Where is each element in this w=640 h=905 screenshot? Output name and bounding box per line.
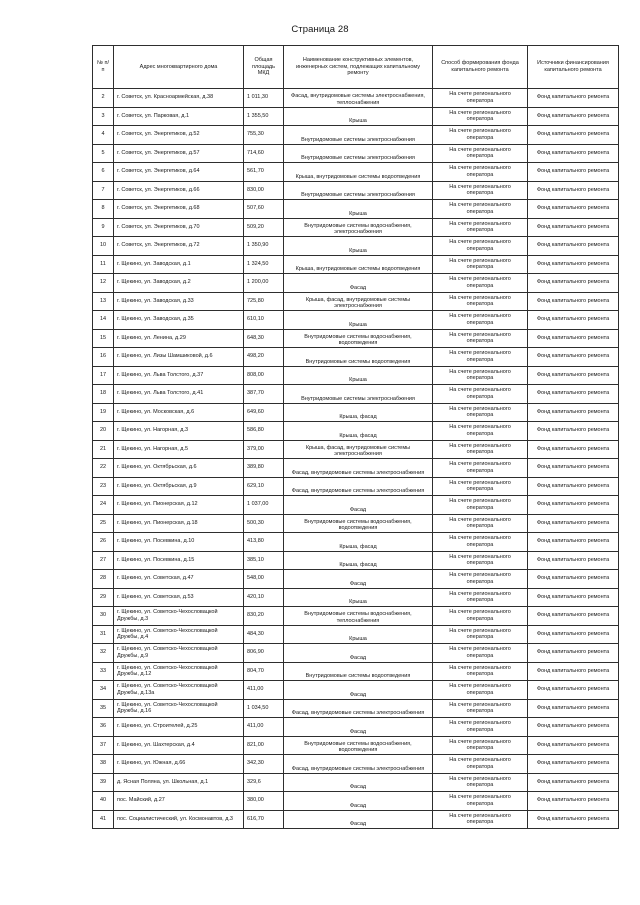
funding-source-cell: Фонд капитального ремонта <box>528 385 619 404</box>
table-row <box>93 681 619 700</box>
funding-source-cell: Фонд капитального ремонта <box>528 755 619 774</box>
table-row <box>93 329 619 348</box>
address-cell: г. Советск, ул. Энергетиков, д.68 <box>114 200 244 219</box>
table-row <box>93 440 619 459</box>
elements-cell: Внутридомовые системы электроснабжения <box>284 385 433 404</box>
row-number-cell: 10 <box>93 237 114 256</box>
area-cell: 649,60 <box>244 403 284 422</box>
elements-cell: Крыша <box>284 625 433 644</box>
address-cell: г. Щекино, ул. Строителей, д.25 <box>114 718 244 737</box>
funding-source-cell: Фонд капитального ремонта <box>528 514 619 533</box>
funding-method-cell: На счете регионального оператора <box>433 718 528 737</box>
funding-source-cell: Фонд капитального ремонта <box>528 699 619 718</box>
address-cell: г. Щекино, ул. Советско-Чехословацкой Дружбы, д.13а <box>114 681 244 700</box>
table-row <box>93 459 619 478</box>
elements-cell: Крыша <box>284 107 433 126</box>
funding-method-cell: На счете регионального оператора <box>433 514 528 533</box>
row-number-cell: 39 <box>93 773 114 792</box>
funding-method-cell: На счете регионального оператора <box>433 89 528 108</box>
funding-source-cell: Фонд капитального ремонта <box>528 200 619 219</box>
address-cell: г. Щекино, ул. Посевкина, д.15 <box>114 551 244 570</box>
row-number-cell: 23 <box>93 477 114 496</box>
row-number-cell: 17 <box>93 366 114 385</box>
funding-source-cell: Фонд капитального ремонта <box>528 311 619 330</box>
row-number-cell: 31 <box>93 625 114 644</box>
row-number-cell: 8 <box>93 200 114 219</box>
address-cell: г. Щекино, ул. Октябрьская, д.6 <box>114 459 244 478</box>
table-row <box>93 348 619 367</box>
address-cell: пос. Майский, д.27 <box>114 792 244 811</box>
row-number-cell: 18 <box>93 385 114 404</box>
elements-cell: Фасад, внутридомовые системы электроснабжения, теплоснабжения <box>284 89 433 108</box>
row-number-cell: 26 <box>93 533 114 552</box>
area-cell: 830,00 <box>244 181 284 200</box>
address-cell: г. Щекино, ул. Советско-Чехословацкой Дружбы, д.16 <box>114 699 244 718</box>
funding-source-cell: Фонд капитального ремонта <box>528 607 619 626</box>
address-cell: г. Щекино, ул. Льва Толстого, д.37 <box>114 366 244 385</box>
address-cell: г. Советск, ул. Энергетиков, д.64 <box>114 163 244 182</box>
elements-cell: Крыша <box>284 366 433 385</box>
funding-source-cell: Фонд капитального ремонта <box>528 588 619 607</box>
row-number-cell: 4 <box>93 126 114 145</box>
funding-method-cell: На счете регионального оператора <box>433 311 528 330</box>
area-cell: 586,80 <box>244 422 284 441</box>
row-number-cell: 36 <box>93 718 114 737</box>
address-cell: г. Щекино, ул. Советско-Чехословацкой Дружбы, д.12 <box>114 662 244 681</box>
funding-source-cell: Фонд капитального ремонта <box>528 570 619 589</box>
funding-source-cell: Фонд капитального ремонта <box>528 792 619 811</box>
funding-source-cell: Фонд капитального ремонта <box>528 422 619 441</box>
funding-source-cell: Фонд капитального ремонта <box>528 181 619 200</box>
table-row <box>93 496 619 515</box>
elements-cell: Внутридомовые системы водоснабжения, теплоснабжения <box>284 607 433 626</box>
area-cell: 806,90 <box>244 644 284 663</box>
address-cell: г. Щекино, ул. Лизы Шамшиковой, д.6 <box>114 348 244 367</box>
area-cell: 1 355,50 <box>244 107 284 126</box>
elements-cell: Внутридомовые системы водоотведения <box>284 348 433 367</box>
funding-source-cell: Фонд капитального ремонта <box>528 255 619 274</box>
funding-source-cell: Фонд капитального ремонта <box>528 274 619 293</box>
header-number: № п/п <box>93 46 114 89</box>
funding-source-cell: Фонд капитального ремонта <box>528 810 619 829</box>
address-cell: г. Щекино, ул. Шахтерская, д.4 <box>114 736 244 755</box>
area-cell: 725,80 <box>244 292 284 311</box>
elements-cell: Крыша <box>284 311 433 330</box>
area-cell: 821,00 <box>244 736 284 755</box>
elements-cell: Крыша, фасад <box>284 533 433 552</box>
row-number-cell: 16 <box>93 348 114 367</box>
elements-cell: Фасад <box>284 644 433 663</box>
funding-method-cell: На счете регионального оператора <box>433 662 528 681</box>
funding-source-cell: Фонд капитального ремонта <box>528 107 619 126</box>
row-number-cell: 7 <box>93 181 114 200</box>
funding-source-cell: Фонд капитального ремонта <box>528 163 619 182</box>
elements-cell: Крыша <box>284 200 433 219</box>
funding-source-cell: Фонд капитального ремонта <box>528 533 619 552</box>
table-row <box>93 644 619 663</box>
area-cell: 548,00 <box>244 570 284 589</box>
table-row <box>93 385 619 404</box>
table-row <box>93 292 619 311</box>
funding-source-cell: Фонд капитального ремонта <box>528 644 619 663</box>
address-cell: г. Советск, ул. Парковая, д.1 <box>114 107 244 126</box>
address-cell: г. Щекино, ул. Советско-Чехословацкой Дружбы, д.3 <box>114 607 244 626</box>
elements-cell: Фасад <box>284 496 433 515</box>
elements-cell: Крыша, фасад <box>284 403 433 422</box>
address-cell: г. Щекино, ул. Заводская, д.2 <box>114 274 244 293</box>
table-row <box>93 607 619 626</box>
area-cell: 1 034,50 <box>244 699 284 718</box>
area-cell: 629,10 <box>244 477 284 496</box>
header-funding-method: Способ формирования фонда капитального ремонта <box>433 46 528 89</box>
table-row <box>93 163 619 182</box>
elements-cell: Крыша <box>284 588 433 607</box>
area-cell: 342,30 <box>244 755 284 774</box>
area-cell: 509,20 <box>244 218 284 237</box>
address-cell: г. Щекино, ул. Посевкина, д.10 <box>114 533 244 552</box>
area-cell: 379,00 <box>244 440 284 459</box>
address-cell: г. Советск, ул. Энергетиков, д.72 <box>114 237 244 256</box>
funding-source-cell: Фонд капитального ремонта <box>528 126 619 145</box>
funding-method-cell: На счете регионального оператора <box>433 126 528 145</box>
row-number-cell: 14 <box>93 311 114 330</box>
area-cell: 484,30 <box>244 625 284 644</box>
funding-source-cell: Фонд капитального ремонта <box>528 551 619 570</box>
row-number-cell: 9 <box>93 218 114 237</box>
row-number-cell: 15 <box>93 329 114 348</box>
funding-method-cell: На счете регионального оператора <box>433 736 528 755</box>
repair-register-table <box>92 45 619 829</box>
elements-cell: Внутридомовые системы электроснабжения <box>284 126 433 145</box>
row-number-cell: 33 <box>93 662 114 681</box>
funding-method-cell: На счете регионального оператора <box>433 292 528 311</box>
elements-cell: Внутридомовые системы водоснабжения, водоотведения <box>284 329 433 348</box>
funding-method-cell: На счете регионального оператора <box>433 792 528 811</box>
area-cell: 500,30 <box>244 514 284 533</box>
row-number-cell: 40 <box>93 792 114 811</box>
elements-cell: Крыша <box>284 237 433 256</box>
address-cell: г. Советск, ул. Энергетиков, д.66 <box>114 181 244 200</box>
table-row <box>93 810 619 829</box>
funding-method-cell: На счете регионального оператора <box>433 274 528 293</box>
elements-cell: Фасад <box>284 718 433 737</box>
area-cell: 804,70 <box>244 662 284 681</box>
funding-method-cell: На счете регионального оператора <box>433 200 528 219</box>
address-cell: г. Щекино, ул. Заводская, д.35 <box>114 311 244 330</box>
table-row <box>93 311 619 330</box>
funding-method-cell: На счете регионального оператора <box>433 533 528 552</box>
area-cell: 389,80 <box>244 459 284 478</box>
row-number-cell: 5 <box>93 144 114 163</box>
funding-source-cell: Фонд капитального ремонта <box>528 329 619 348</box>
funding-method-cell: На счете регионального оператора <box>433 255 528 274</box>
address-cell: г. Щекино, ул. Нагорная, д.5 <box>114 440 244 459</box>
funding-source-cell: Фонд капитального ремонта <box>528 366 619 385</box>
address-cell: г. Щекино, ул. Нагорная, д.3 <box>114 422 244 441</box>
elements-cell: Крыша, фасад <box>284 551 433 570</box>
funding-method-cell: На счете регионального оператора <box>433 681 528 700</box>
address-cell: г. Советск, ул. Энергетиков, д.70 <box>114 218 244 237</box>
funding-source-cell: Фонд капитального ремонта <box>528 477 619 496</box>
area-cell: 329,6 <box>244 773 284 792</box>
area-cell: 616,70 <box>244 810 284 829</box>
area-cell: 1 324,50 <box>244 255 284 274</box>
row-number-cell: 19 <box>93 403 114 422</box>
header-row <box>93 46 619 89</box>
row-number-cell: 12 <box>93 274 114 293</box>
funding-method-cell: На счете регионального оператора <box>433 163 528 182</box>
funding-method-cell: На счете регионального оператора <box>433 570 528 589</box>
row-number-cell: 27 <box>93 551 114 570</box>
area-cell: 413,80 <box>244 533 284 552</box>
row-number-cell: 32 <box>93 644 114 663</box>
funding-source-cell: Фонд капитального ремонта <box>528 736 619 755</box>
address-cell: г. Советск, ул. Красноармейская, д.38 <box>114 89 244 108</box>
table-row <box>93 144 619 163</box>
table-row <box>93 625 619 644</box>
elements-cell: Фасад, внутридомовые системы электроснабжения <box>284 459 433 478</box>
elements-cell: Крыша, внутридомовые системы водоотведения <box>284 163 433 182</box>
table-row <box>93 588 619 607</box>
funding-method-cell: На счете регионального оператора <box>433 477 528 496</box>
table-row <box>93 274 619 293</box>
table-row <box>93 107 619 126</box>
address-cell: г. Щекино, ул. Советская, д.53 <box>114 588 244 607</box>
table-row <box>93 477 619 496</box>
elements-cell: Фасад <box>284 570 433 589</box>
table-row <box>93 736 619 755</box>
row-number-cell: 38 <box>93 755 114 774</box>
row-number-cell: 35 <box>93 699 114 718</box>
row-number-cell: 41 <box>93 810 114 829</box>
area-cell: 610,10 <box>244 311 284 330</box>
address-cell: г. Щекино, ул. Советско-Чехословацкой Дружбы, д.9 <box>114 644 244 663</box>
row-number-cell: 22 <box>93 459 114 478</box>
funding-source-cell: Фонд капитального ремонта <box>528 403 619 422</box>
table-row <box>93 237 619 256</box>
row-number-cell: 28 <box>93 570 114 589</box>
funding-method-cell: На счете регионального оператора <box>433 107 528 126</box>
elements-cell: Внутридомовые системы водоснабжения, водоотведения <box>284 736 433 755</box>
area-cell: 385,10 <box>244 551 284 570</box>
area-cell: 1 037,00 <box>244 496 284 515</box>
table-row <box>93 570 619 589</box>
address-cell: г. Щекино, ул. Советско-Чехословацкой Дружбы, д.4 <box>114 625 244 644</box>
row-number-cell: 34 <box>93 681 114 700</box>
area-cell: 498,20 <box>244 348 284 367</box>
funding-source-cell: Фонд капитального ремонта <box>528 218 619 237</box>
elements-cell: Фасад <box>284 681 433 700</box>
address-cell: г. Советск, ул. Энергетиков, д.52 <box>114 126 244 145</box>
elements-cell: Фасад, внутридомовые системы электроснабжения <box>284 755 433 774</box>
table-row <box>93 403 619 422</box>
address-cell: г. Щекино, ул. Пионерская, д.12 <box>114 496 244 515</box>
elements-cell: Внутридомовые системы водоотведения <box>284 662 433 681</box>
table-body <box>93 89 619 829</box>
funding-source-cell: Фонд капитального ремонта <box>528 89 619 108</box>
address-cell: г. Щекино, ул. Южная, д.66 <box>114 755 244 774</box>
elements-cell: Фасад <box>284 773 433 792</box>
funding-source-cell: Фонд капитального ремонта <box>528 718 619 737</box>
address-cell: г. Щекино, ул. Пионерская, д.18 <box>114 514 244 533</box>
address-cell: пос. Социалистический, ул. Космонавтов, д.3 <box>114 810 244 829</box>
funding-source-cell: Фонд капитального ремонта <box>528 348 619 367</box>
table-row <box>93 366 619 385</box>
funding-source-cell: Фонд капитального ремонта <box>528 292 619 311</box>
table-row <box>93 218 619 237</box>
funding-method-cell: На счете регионального оператора <box>433 237 528 256</box>
area-cell: 1 011,30 <box>244 89 284 108</box>
table-row <box>93 533 619 552</box>
funding-source-cell: Фонд капитального ремонта <box>528 625 619 644</box>
area-cell: 1 200,00 <box>244 274 284 293</box>
funding-method-cell: На счете регионального оператора <box>433 329 528 348</box>
funding-source-cell: Фонд капитального ремонта <box>528 662 619 681</box>
row-number-cell: 25 <box>93 514 114 533</box>
funding-method-cell: На счете регионального оператора <box>433 366 528 385</box>
area-cell: 380,00 <box>244 792 284 811</box>
elements-cell: Внутридомовые системы водоснабжения, электроснабжения <box>284 218 433 237</box>
row-number-cell: 21 <box>93 440 114 459</box>
elements-cell: Крыша, фасад, внутридомовые системы электроснабжения <box>284 440 433 459</box>
table-row <box>93 718 619 737</box>
area-cell: 714,60 <box>244 144 284 163</box>
elements-cell: Фасад <box>284 792 433 811</box>
row-number-cell: 11 <box>93 255 114 274</box>
table-row <box>93 662 619 681</box>
address-cell: г. Щекино, ул. Заводская, д.1 <box>114 255 244 274</box>
table-row <box>93 699 619 718</box>
funding-method-cell: На счете регионального оператора <box>433 607 528 626</box>
funding-method-cell: На счете регионального оператора <box>433 551 528 570</box>
elements-cell: Крыша, фасад, внутридомовые системы электроснабжения <box>284 292 433 311</box>
funding-method-cell: На счете регионального оператора <box>433 144 528 163</box>
area-cell: 648,30 <box>244 329 284 348</box>
table-row <box>93 755 619 774</box>
funding-source-cell: Фонд капитального ремонта <box>528 237 619 256</box>
funding-source-cell: Фонд капитального ремонта <box>528 459 619 478</box>
area-cell: 411,00 <box>244 681 284 700</box>
row-number-cell: 30 <box>93 607 114 626</box>
address-cell: д. Ясная Поляна, ул. Школьная, д.1 <box>114 773 244 792</box>
funding-method-cell: На счете регионального оператора <box>433 348 528 367</box>
funding-method-cell: На счете регионального оператора <box>433 644 528 663</box>
table-row <box>93 792 619 811</box>
funding-method-cell: На счете регионального оператора <box>433 385 528 404</box>
area-cell: 387,70 <box>244 385 284 404</box>
elements-cell: Внутридомовые системы электроснабжения <box>284 181 433 200</box>
funding-method-cell: На счете регионального оператора <box>433 459 528 478</box>
table-row <box>93 181 619 200</box>
row-number-cell: 24 <box>93 496 114 515</box>
area-cell: 830,20 <box>244 607 284 626</box>
area-cell: 808,00 <box>244 366 284 385</box>
funding-method-cell: На счете регионального оператора <box>433 422 528 441</box>
elements-cell: Крыша, внутридомовые системы водоотведения <box>284 255 433 274</box>
header-address: Адрес многоквартирного дома <box>114 46 244 89</box>
address-cell: г. Щекино, ул. Льва Толстого, д.41 <box>114 385 244 404</box>
table-row <box>93 422 619 441</box>
row-number-cell: 13 <box>93 292 114 311</box>
area-cell: 755,30 <box>244 126 284 145</box>
funding-method-cell: На счете регионального оператора <box>433 218 528 237</box>
row-number-cell: 2 <box>93 89 114 108</box>
funding-method-cell: На счете регионального оператора <box>433 625 528 644</box>
elements-cell: Внутридомовые системы водоснабжения, водоотведения <box>284 514 433 533</box>
row-number-cell: 29 <box>93 588 114 607</box>
funding-method-cell: На счете регионального оператора <box>433 181 528 200</box>
row-number-cell: 20 <box>93 422 114 441</box>
area-cell: 1 350,90 <box>244 237 284 256</box>
table-row <box>93 514 619 533</box>
funding-source-cell: Фонд капитального ремонта <box>528 440 619 459</box>
area-cell: 507,60 <box>244 200 284 219</box>
elements-cell: Фасад, внутридомовые системы электроснабжения <box>284 477 433 496</box>
address-cell: г. Щекино, ул. Октябрьская, д.9 <box>114 477 244 496</box>
area-cell: 420,10 <box>244 588 284 607</box>
funding-method-cell: На счете регионального оператора <box>433 810 528 829</box>
funding-method-cell: На счете регионального оператора <box>433 755 528 774</box>
header-area: Общая площадь МКД <box>244 46 284 89</box>
table-row <box>93 551 619 570</box>
elements-cell: Фасад, внутридомовые системы электроснабжения <box>284 699 433 718</box>
address-cell: г. Щекино, ул. Ленина, д.29 <box>114 329 244 348</box>
area-cell: 561,70 <box>244 163 284 182</box>
address-cell: г. Щекино, ул. Московская, д.6 <box>114 403 244 422</box>
funding-method-cell: На счете регионального оператора <box>433 496 528 515</box>
table-row <box>93 126 619 145</box>
funding-method-cell: На счете регионального оператора <box>433 588 528 607</box>
funding-method-cell: На счете регионального оператора <box>433 403 528 422</box>
funding-source-cell: Фонд капитального ремонта <box>528 144 619 163</box>
table-row <box>93 200 619 219</box>
header-funding-source: Источники финансирования капитального ремонта <box>528 46 619 89</box>
funding-method-cell: На счете регионального оператора <box>433 773 528 792</box>
table-row <box>93 89 619 108</box>
elements-cell: Фасад <box>284 810 433 829</box>
funding-source-cell: Фонд капитального ремонта <box>528 773 619 792</box>
row-number-cell: 37 <box>93 736 114 755</box>
row-number-cell: 6 <box>93 163 114 182</box>
elements-cell: Фасад <box>284 274 433 293</box>
funding-source-cell: Фонд капитального ремонта <box>528 681 619 700</box>
table-header <box>93 46 619 89</box>
table-row <box>93 255 619 274</box>
address-cell: г. Щекино, ул. Заводская, д.33 <box>114 292 244 311</box>
header-elements: Наименование конструктивных элементов, инженерных систем, подлежащих капитальному ремонту <box>284 46 433 89</box>
funding-method-cell: На счете регионального оператора <box>433 699 528 718</box>
address-cell: г. Щекино, ул. Советская, д.47 <box>114 570 244 589</box>
elements-cell: Внутридомовые системы электроснабжения <box>284 144 433 163</box>
funding-method-cell: На счете регионального оператора <box>433 440 528 459</box>
address-cell: г. Советск, ул. Энергетиков, д.57 <box>114 144 244 163</box>
area-cell: 411,00 <box>244 718 284 737</box>
elements-cell: Крыша, фасад <box>284 422 433 441</box>
row-number-cell: 3 <box>93 107 114 126</box>
funding-source-cell: Фонд капитального ремонта <box>528 496 619 515</box>
table-row <box>93 773 619 792</box>
page-title: Страница 28 <box>291 24 349 35</box>
